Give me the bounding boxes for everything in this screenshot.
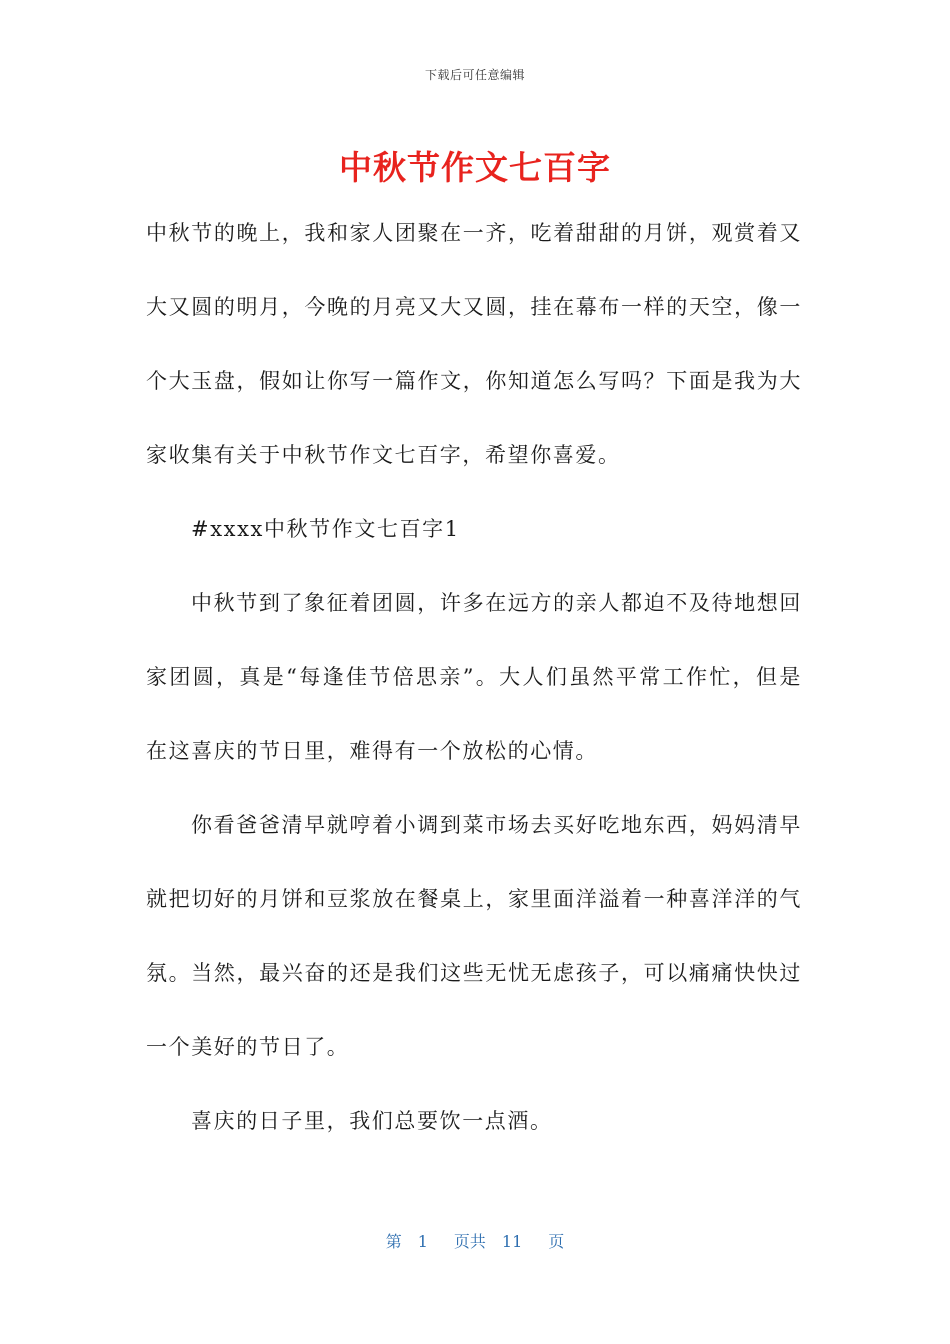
body-paragraph: 你看爸爸清早就哼着小调到菜市场去买好吃地东西，妈妈清早就把切好的月饼和豆浆放在餐桌上，家里面洋溢着一种喜洋洋的气氛。当然，最兴奋的还是我们这些无忧无虑孩子，可以痛痛快快过一个美好的节日了。 xyxy=(146,813,802,1059)
footer-suffix: 页 xyxy=(548,1232,565,1251)
body-paragraph: 喜庆的日子里，我们总要饮一点酒。 xyxy=(191,1109,553,1133)
current-page-number: 1 xyxy=(417,1232,428,1251)
page-footer xyxy=(0,1229,950,1252)
footer-prefix: 第 xyxy=(385,1232,402,1251)
header-note: 下载后可任意编辑 xyxy=(424,68,525,82)
footer-middle: 页共 xyxy=(453,1232,486,1251)
document-body xyxy=(146,196,802,1158)
section-heading: #xxxx中秋节作文七百字1 xyxy=(191,517,460,541)
intro-paragraph: 中秋节的晚上，我和家人团聚在一齐，吃着甜甜的月饼，观赏着又大又圆的明月，今晚的月亮又大又圆，挂在幕布一样的天空，像一个大玉盘，假如让你写一篇作文，你知道怎么写吗？下面是我为大家收集有关于中秋节作文七百字，希望你喜爱。 xyxy=(146,221,802,467)
body-paragraph: 中秋节到了象征着团圆，许多在远方的亲人都迫不及待地想回家团圆，真是“每逢佳节倍思亲”。大人们虽然平常工作忙，但是在这喜庆的节日里，难得有一个放松的心情。 xyxy=(146,591,802,763)
total-pages-number: 11 xyxy=(501,1232,523,1251)
document-title: 中秋节作文七百字 xyxy=(339,148,611,187)
